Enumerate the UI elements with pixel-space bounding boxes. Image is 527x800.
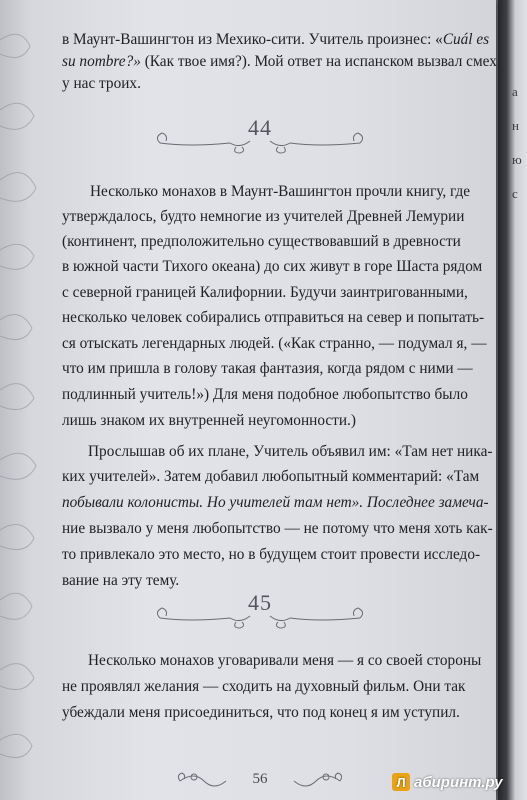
section-heading <box>150 590 370 630</box>
text-line: не проявлял желания — сходить на духовный фильм. Они так <box>62 678 466 695</box>
watermark <box>392 770 503 794</box>
text-line: su nombre?» (Как твое имя?). Мой ответ на испанском вызвал смех <box>62 53 497 70</box>
text-line: вание на эту тему. <box>62 572 180 589</box>
text-line: Прослышав об их плане, Учитель объявил им: «Там нет ника- <box>88 443 493 460</box>
labirint-logo-icon: Л <box>392 773 410 791</box>
ornament-border-icon <box>0 0 48 800</box>
text-line: Несколько монахов уговаривали меня — я со своей стороны <box>88 652 482 669</box>
text-line: то привлекало это место, но в будущем стоит провести исследо- <box>62 546 481 563</box>
text-line: побывали колонисты. Но учителей там нет». Последнее замеча- <box>62 494 489 511</box>
text-line: ся отыскать легендарных людей. («Как странно, — подумал я, — <box>62 335 487 352</box>
text-line: Несколько монахов в Маунт-Вашингтон прочли книгу, где <box>90 183 471 200</box>
text-line: подлинный учитель!») Для меня подобное любопытство было <box>62 386 468 403</box>
text-line: (континент, предположительно существовавший в древности <box>62 233 461 250</box>
text-line: что им пришла в голову такая фантазия, когда рядом с ними — <box>62 360 473 377</box>
page-footer <box>150 767 370 791</box>
next-page-fragment: н <box>512 118 519 133</box>
page-number: 56 <box>252 771 268 787</box>
next-page-fragment: а <box>512 84 518 99</box>
text-line: убеждали меня присоединиться, что под конец я им уступил. <box>62 704 460 721</box>
text-line: в Маунт-Вашингтон из Мехико-сити. Учитель произнес: «Cuál es <box>62 31 490 48</box>
text-line: с северной границей Калифорнии. Будучи заинтригованными, <box>62 284 468 301</box>
text-line: в южной части Тихого океана) до сих живут в горе Шаста рядом <box>62 258 483 275</box>
section-heading <box>150 115 370 155</box>
section-number: 44 <box>248 115 272 140</box>
section-number: 45 <box>248 590 272 615</box>
next-page-fragment: с <box>512 186 518 201</box>
text-line: ние вызвало у меня любопытство — не потому что меня хоть как- <box>62 520 493 537</box>
text-line: лишь знаком их внутренней неугомонности.) <box>62 412 356 429</box>
text-line: у нас троих. <box>62 75 141 92</box>
text-line: ких учителей». Затем добавил любопытный комментарий: «Там <box>62 468 480 485</box>
watermark-text: абиринт.ру <box>414 773 503 791</box>
text-line: утверждалось, будто немногие из учителей Древней Лемурии <box>62 208 465 225</box>
next-page-fragment: ю <box>512 152 522 167</box>
text-line: несколько человек собирались отправиться на север и попытать- <box>62 309 485 326</box>
